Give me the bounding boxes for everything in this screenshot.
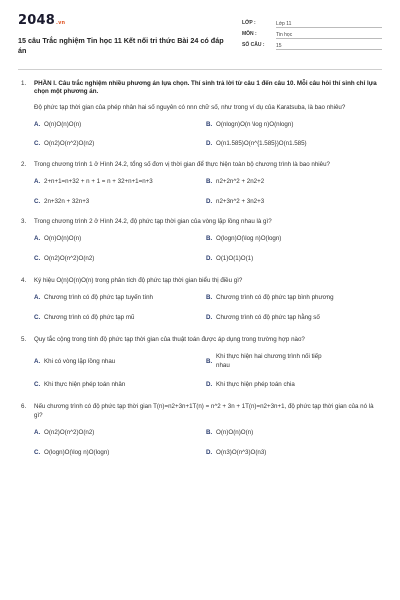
option-c[interactable] xyxy=(34,255,206,263)
question-1 xyxy=(18,80,382,149)
meta-count-value: 15 xyxy=(276,42,382,50)
option-text: O(logn)O(\log n)O(logn) xyxy=(44,448,110,456)
meta-subject-row xyxy=(242,29,382,40)
option-letter: B. xyxy=(206,235,213,243)
option-letter: D. xyxy=(206,448,213,456)
option-a[interactable] xyxy=(34,429,206,437)
header-meta xyxy=(242,18,382,51)
answer-options xyxy=(34,121,382,149)
option-text: Khi thực hiện phép toán chia xyxy=(216,381,295,389)
option-text: O(n1.585)O(n^{1.585})O(n1.585) xyxy=(216,140,307,148)
option-text: Chương trình có độ phức tạp hằng số xyxy=(216,313,320,321)
option-c[interactable] xyxy=(34,314,206,322)
option-text: Khi có vòng lặp lồng nhau xyxy=(44,357,116,365)
option-letter: A. xyxy=(34,357,41,365)
logo-main: 2048 xyxy=(18,13,55,28)
option-text: O(n)O(n)O(n) xyxy=(216,429,254,437)
option-letter: D. xyxy=(206,313,213,321)
option-letter: C. xyxy=(34,254,41,262)
option-letter: C. xyxy=(34,448,41,456)
option-d[interactable] xyxy=(206,381,382,389)
option-letter: B. xyxy=(206,121,213,129)
question-text: Nếu chương trình có độ phức tạp thời gian T(n)=n2+3n+1T(n) = n^2 + 3n + 1T(n)=n2+3n+1, độ phức tạp thời gian của nó là gì? xyxy=(34,403,374,419)
option-letter: B. xyxy=(206,357,213,365)
answer-options xyxy=(34,429,382,457)
option-letter: D. xyxy=(206,254,213,262)
option-text: Khi thực hiện hai chương trình nối tiếp nhau xyxy=(216,353,322,369)
question-text: PHẦN I. Câu trắc nghiệm nhiều phương án lựa chọn. Thí sinh trả lời từ câu 1 đến câu 10. Mỗi câu hỏi thí sinh chỉ lựa chọn một phương án. xyxy=(34,80,377,96)
header-divider xyxy=(18,69,382,70)
answer-options xyxy=(34,235,382,263)
meta-subject-label: MÔN : xyxy=(242,31,257,38)
question-number: 4. xyxy=(21,276,27,284)
document-title: 15 câu Trắc nghiệm Tin học 11 Kết nối tri thức Bài 24 có đáp án xyxy=(18,36,224,55)
option-a[interactable] xyxy=(34,178,206,186)
option-letter: D. xyxy=(206,140,213,148)
meta-class-label: LỚP : xyxy=(242,20,256,27)
question-number: 3. xyxy=(21,217,27,225)
question-3 xyxy=(18,218,382,263)
logo-suffix: .vn xyxy=(55,20,66,26)
option-c[interactable] xyxy=(34,449,206,457)
option-letter: C. xyxy=(34,313,41,321)
meta-subject-value: Tin học xyxy=(276,31,382,39)
option-a[interactable] xyxy=(34,235,206,243)
header-left xyxy=(18,14,228,55)
option-text: O(n)O(n)O(n) xyxy=(44,235,82,243)
option-text: O(n)O(n)O(n) xyxy=(44,121,82,129)
question-text: Ký hiệu O(n)O(n)O(n) trong phân tích độ phức tạp thời gian biểu thị điều gì? xyxy=(34,276,243,284)
answer-options xyxy=(34,178,382,206)
option-b[interactable] xyxy=(206,178,382,186)
question-2 xyxy=(18,161,382,206)
question-text: Trong chương trình 2 ở Hình 24.2, độ phức tạp thời gian của vòng lặp lồng nhau là gì? xyxy=(34,217,272,225)
option-b[interactable] xyxy=(206,294,382,302)
question-text: Trong chương trình 1 ở Hình 24.2, tổng số đơn vị thời gian để thực hiện toàn bộ chương trình là bao nhiêu? xyxy=(34,160,330,168)
option-letter: D. xyxy=(206,381,213,389)
option-c[interactable] xyxy=(34,140,206,148)
option-b[interactable] xyxy=(206,353,382,370)
option-letter: A. xyxy=(34,178,41,186)
option-letter: B. xyxy=(206,178,213,186)
option-letter: B. xyxy=(206,294,213,302)
option-text: Khi thực hiện phép toán nhân xyxy=(44,381,126,389)
option-letter: C. xyxy=(34,381,41,389)
option-text: O(n3)O(n^3)O(n3) xyxy=(216,448,267,456)
option-letter: A. xyxy=(34,429,41,437)
option-a[interactable] xyxy=(34,353,206,370)
meta-count-label: SỐ CÂU : xyxy=(242,42,265,49)
option-text: O(n2)O(n^2)O(n2) xyxy=(44,140,95,148)
option-d[interactable] xyxy=(206,198,382,206)
option-d[interactable] xyxy=(206,314,382,322)
option-b[interactable] xyxy=(206,121,382,129)
question-text: Quy tắc cộng trong tính độ phức tạp thời gian của thuật toán được áp dụng trong trường hợp nào? xyxy=(34,336,305,344)
option-text: 2n+32n + 32n+3 xyxy=(44,197,90,205)
answer-options xyxy=(34,294,382,322)
question-number: 1. xyxy=(21,80,27,87)
site-logo[interactable] xyxy=(18,14,228,30)
option-a[interactable] xyxy=(34,121,206,129)
question-number: 2. xyxy=(21,160,27,168)
option-letter: B. xyxy=(206,429,213,437)
option-b[interactable] xyxy=(206,235,382,243)
document-header xyxy=(18,14,382,55)
answer-options xyxy=(34,353,382,389)
option-letter: C. xyxy=(34,197,41,205)
option-letter: C. xyxy=(34,140,41,148)
option-text: 2+n+1=n+32 + n + 1 = n + 32+n+1=n+3 xyxy=(44,178,153,186)
option-text: Chương trình có độ phức tạp tuyến tính xyxy=(44,294,154,302)
option-text: O(logn)O(\log n)O(logn) xyxy=(216,235,282,243)
option-c[interactable] xyxy=(34,381,206,389)
option-d[interactable] xyxy=(206,140,382,148)
question-number: 6. xyxy=(21,403,27,411)
meta-class-value: Lớp 11 xyxy=(276,20,382,28)
option-letter: A. xyxy=(34,294,41,302)
question-6 xyxy=(18,403,382,456)
question-subtext: Độ phức tạp thời gian của phép nhân hai số nguyên có nnn chữ số, như trong ví dụ của Karatsuba, là bao nhiêu? xyxy=(34,103,346,111)
option-text: Chương trình có độ phức tạp mũ xyxy=(44,313,135,321)
option-text: n2+3n^2 + 3n2+3 xyxy=(216,197,265,205)
meta-class-row xyxy=(242,18,382,29)
option-b[interactable] xyxy=(206,429,382,437)
option-text: O(n2)O(n^2)O(n2) xyxy=(44,429,95,437)
option-text: O(nlogn)O(n \log n)O(nlogn) xyxy=(216,121,294,129)
option-a[interactable] xyxy=(34,294,206,302)
question-5 xyxy=(18,336,382,389)
option-letter: A. xyxy=(34,235,41,243)
option-c[interactable] xyxy=(34,198,206,206)
option-letter: A. xyxy=(34,121,41,129)
option-text: Chương trình có độ phức tạp bình phương xyxy=(216,294,334,302)
option-d[interactable] xyxy=(206,449,382,457)
option-d[interactable] xyxy=(206,255,382,263)
question-number: 5. xyxy=(21,336,27,344)
question-4 xyxy=(18,277,382,322)
option-text: O(1)O(1)O(1) xyxy=(216,254,254,262)
option-text: n2+2n^2 + 2n2+2 xyxy=(216,178,265,186)
option-text: O(n2)O(n^2)O(n2) xyxy=(44,254,95,262)
meta-count-row xyxy=(242,40,382,51)
option-letter: D. xyxy=(206,197,213,205)
